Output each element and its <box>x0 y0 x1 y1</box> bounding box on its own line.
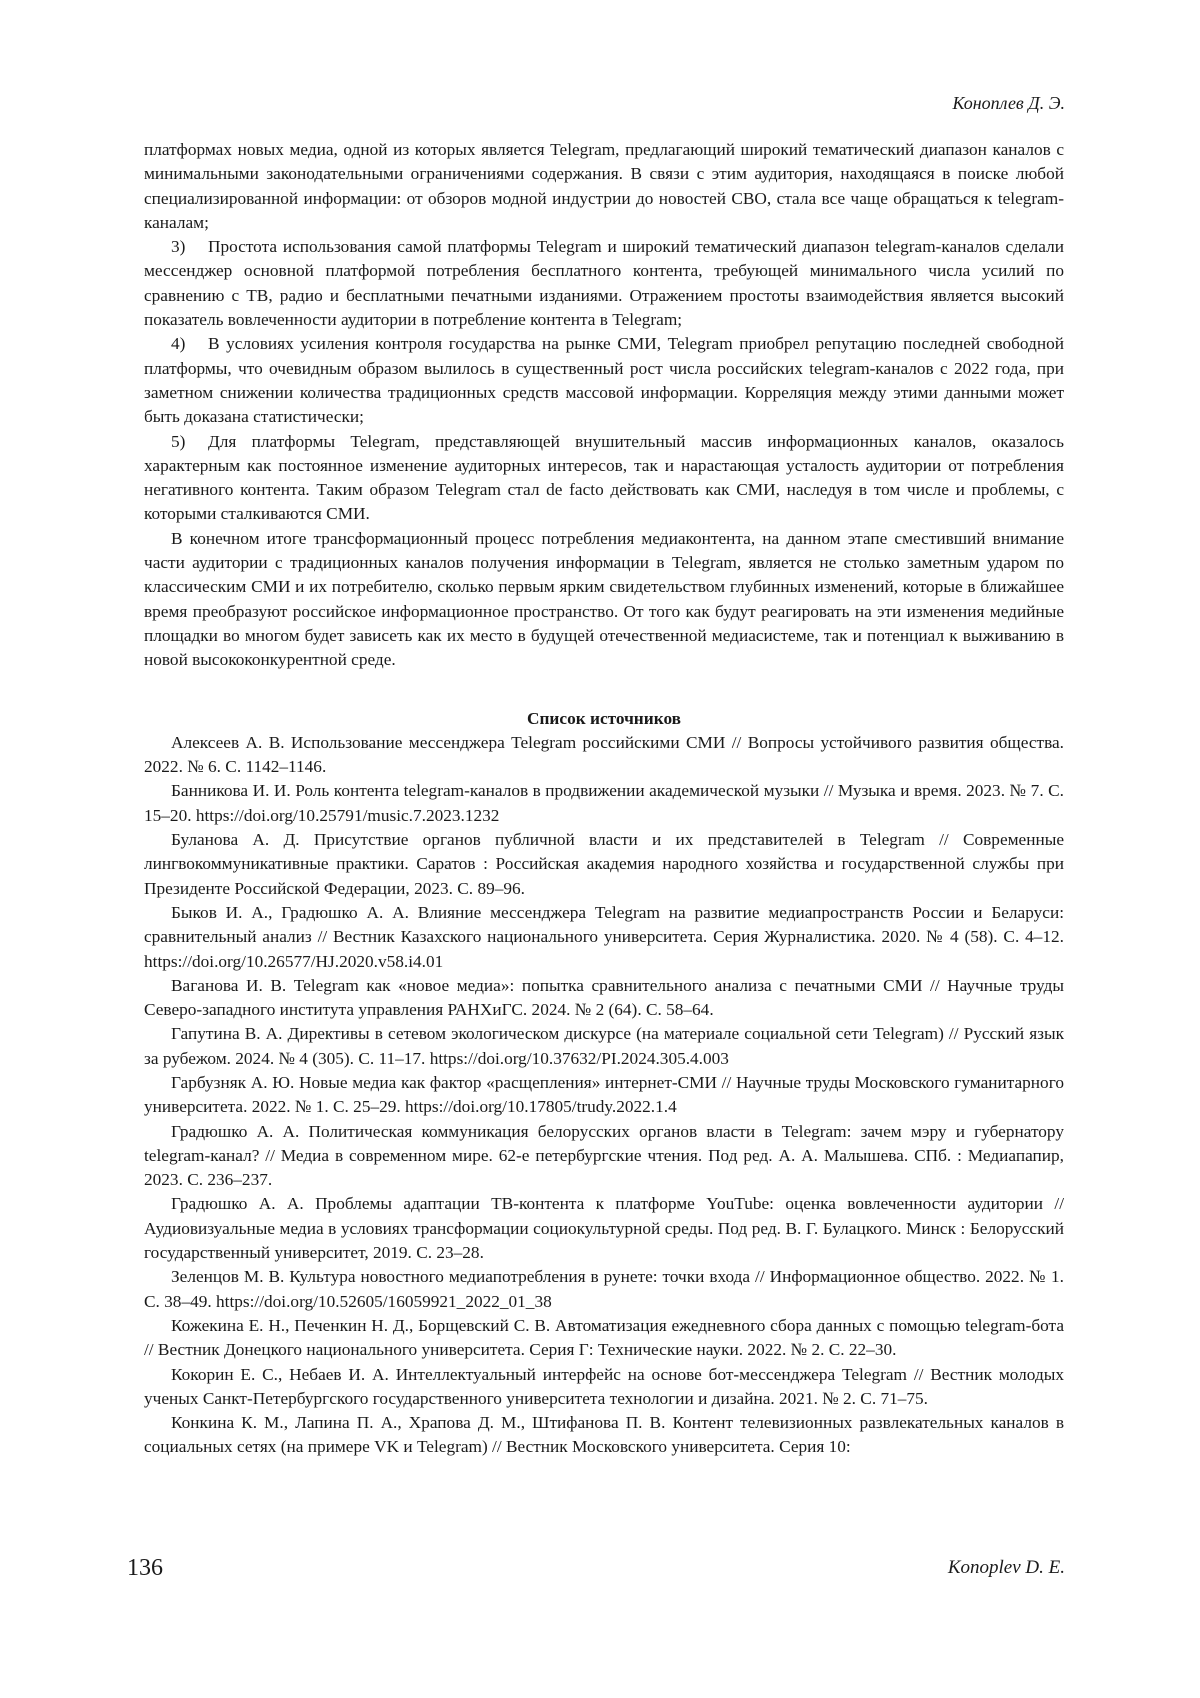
list-item-text: В условиях усиления контроля государства на рынке СМИ, Telegram приобрел репутацию последней свободной платформы, что очевидным образом вылилось в существенный рост числа российских telegram-каналов с 2022 года, при заметном снижении количества традиционных средств массовой информации. Корреляция между этими данными может быть доказана статистически; <box>144 334 1064 427</box>
list-item-4 <box>144 332 1064 429</box>
reference-item: Конкина К. М., Лапина П. А., Храпова Д. М., Штифанова П. В. Контент телевизионных развлекательных каналов в социальных сетях (на примере VK и Telegram) // Вестник Московского университета. Серия 10: <box>144 1413 1064 1457</box>
reference-item: Ваганова И. В. Telegram как «новое медиа»: попытка сравнительного анализа с печатными СМИ // Научные труды Северо-западного института управления РАНХиГС. 2024. № 2 (64). С. 58–64. <box>144 975 1064 1020</box>
reference-item: Гапутина В. А. Директивы в сетевом экологическом дискурсе (на материале социальной сети Telegram) // Русский язык за рубежом. 2024. № 4 (305). С. 11–17. https://doi.org/10.37632/PI.2024.305.4.003 <box>144 1024 1064 1068</box>
footer-author-latin: Konoplev D. E. <box>947 1557 1065 1578</box>
reference-item: Алексеев А. В. Использование мессенджера Telegram российскими СМИ // Вопросы устойчивого развития общества. 2022. № 6. С. 1142–1146. <box>144 732 1064 777</box>
list-number: 5) <box>171 431 186 451</box>
reference-item: Градюшко А. А. Политическая коммуникация белорусских органов власти в Telegram: зачем мэру и губернатору telegram-канал? // Медиа в современном мире. 62-е петербургские чтения. Под ред. А. А. Малышева. СПб. : Медиапапир, 2023. С. 236–237. <box>144 1121 1064 1190</box>
reference-item: Кокорин Е. С., Небаев И. А. Интеллектуальный интерфейс на основе бот-мессенджера Telegram // Вестник молодых ученых Санкт-Петербургского государственного университета технологии и дизайна. 2021. № 2. С. 71–75. <box>144 1364 1064 1408</box>
reference-item: Зеленцов М. В. Культура новостного медиапотребления в рунете: точки входа // Информационное общество. 2022. № 1. С. 38–49. https://doi.org/10.52605/16059921_2022_01_38 <box>144 1267 1064 1311</box>
paragraph-continuation: платформах новых медиа, одной из которых является Telegram, предлагающий широкий тематический диапазон каналов с минимальными законодательными ограничениями содержания. В связи с этим аудитория, находящаяся в поиске любой специализированной информации: от обзоров модной индустрии до новостей СВО, стала все чаще обращаться к telegram-каналам; <box>144 140 1064 232</box>
page-number: 136 <box>127 1555 163 1581</box>
list-item-text: Простота использования самой платформы Telegram и широкий тематический диапазон telegram-каналов сделали мессенджер основной платформой потребления бесплатного контента, требующей минимального числа усилий по сравнению с ТВ, радио и бесплатными печатными изданиями. Отражением простоты взаимодействия является высокий показатель вовлеченности аудитории в потребление контента в Telegram; <box>144 237 1064 330</box>
reference-item: Банникова И. И. Роль контента telegram-каналов в продвижении академической музыки // Музыка и время. 2023. № 7. С. 15–20. https://doi.org/10.25791/music.7.2023.1232 <box>144 781 1064 825</box>
reference-item: Градюшко А. А. Проблемы адаптации ТВ-контента к платформе YouTube: оценка вовлеченности аудитории // Аудиовизуальные медиа в условиях трансформации социокультурной среды. Под ред. В. Г. Булацкого. Минск : Белорусский государственный университет, 2019. С. 23–28. <box>144 1194 1064 1263</box>
list-item-3 <box>144 235 1064 332</box>
reference-item: Кожекина Е. Н., Печенкин Н. Д., Борщевский С. В. Автоматизация ежедневного сбора данных с помощью telegram-бота // Вестник Донецкого национального университета. Серия Г: Технические науки. 2022. № 2. С. 22–30. <box>144 1315 1064 1360</box>
running-head-author: Коноплев Д. Э. <box>952 93 1065 113</box>
reference-item: Гарбузняк А. Ю. Новые медиа как фактор «расщепления» интернет-СМИ // Научные труды Московского гуманитарного университета. 2022. № 1. С. 25–29. https://doi.org/10.17805/trudy.2022.1.4 <box>144 1072 1064 1117</box>
references-heading: Список источников <box>527 708 681 728</box>
list-item-5 <box>144 430 1064 527</box>
article-body <box>144 138 1064 1460</box>
list-number: 4) <box>171 334 186 354</box>
reference-item: Быков И. А., Градюшко А. А. Влияние мессенджера Telegram на развитие медиапространств России и Беларуси: сравнительный анализ // Вестник Казахского национального университета. Серия Журналистика. 2020. № 4 (58). С. 4–12. https://doi.org/10.26577/HJ.2020.v58.i4.01 <box>144 902 1064 971</box>
conclusion-paragraph: В конечном итоге трансформационный процесс потребления медиаконтента, на данном этапе сместивший внимание части аудитории с традиционных каналов получения информации в Telegram, является не столько заметным ударом по классическим СМИ и их потребителю, сколько первым ярким свидетельством глубинных изменений, которые в ближайшее время преобразуют российское информационное пространство. От того как будут реагировать на эти изменения медийные площадки во многом будет зависеть как их место в будущей отечественной медиасистеме, так и потенциал к выживанию в новой высококонкурентной среде. <box>144 528 1064 670</box>
reference-item: Буланова А. Д. Присутствие органов публичной власти и их представителей в Telegram // Современные лингвокоммуникативные практики. Саратов : Российская академия народного хозяйства и государственной службы при Президенте Российской Федерации, 2023. С. 89–96. <box>144 830 1064 898</box>
list-item-text: Для платформы Telegram, представляющей внушительный массив информационных каналов, оказалось характерным как постоянное изменение аудиторных интересов, так и нарастающая усталость аудитории от потребления негативного контента. Таким образом Telegram стал de facto действовать как СМИ, наследуя в том числе и проблемы, с которыми сталкиваются СМИ. <box>144 431 1064 524</box>
list-number: 3) <box>171 237 186 257</box>
